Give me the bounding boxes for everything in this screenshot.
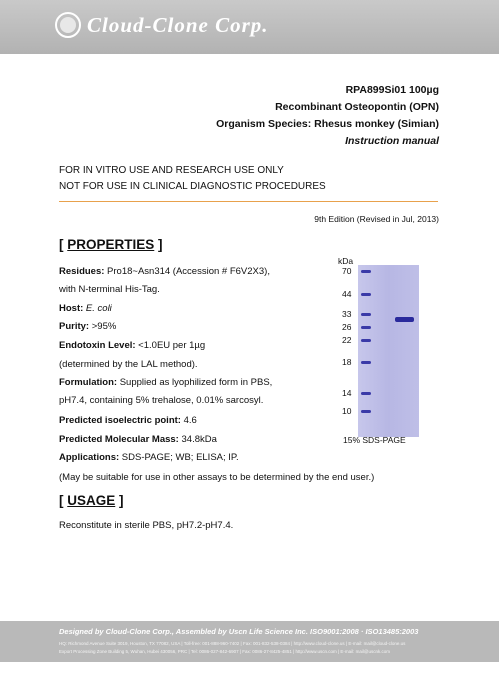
cloud-logo-icon (55, 12, 81, 38)
endotoxin-label: Endotoxin Level: (59, 340, 136, 351)
marker-label-10: 10 (342, 406, 352, 416)
pi-value: 4.6 (180, 415, 197, 426)
sample-protein-band (395, 317, 414, 322)
applications-line (59, 452, 239, 463)
marker-label-14: 14 (342, 388, 352, 398)
product-name: Recombinant Osteopontin (OPN) (275, 101, 439, 113)
marker-label-26: 26 (342, 322, 352, 332)
footer-tagline: Designed by Cloud-Clone Corp., Assembled by Uscn Life Science Inc. ISO9001:2008 · ISO13485:2003 (59, 627, 419, 636)
gel-image (358, 265, 419, 437)
footer-export-contact: Export Processing Zone Building 5, Wuhan, Hubei 430056, PRC | Tel: 0086-027-842-6907 | Fax: 0086-27-8425-4851 | http://www.uscn.com | E-mail: mail@uscnk.com (59, 649, 391, 654)
marker-band (361, 293, 371, 296)
footer-banner (0, 621, 499, 662)
marker-label-18: 18 (342, 357, 352, 367)
marker-band (361, 270, 371, 273)
usage-heading: [ USAGE ] (59, 493, 124, 508)
isoelectric-point-line (59, 415, 197, 426)
mass-label: Predicted Molecular Mass: (59, 434, 179, 445)
edition-info: 9th Edition (Revised in Jul, 2013) (314, 214, 439, 224)
endotoxin-line (59, 340, 205, 351)
formulation-value: Supplied as lyophilized form in PBS, (117, 377, 273, 388)
marker-band (361, 339, 371, 342)
host-label: Host: (59, 303, 84, 314)
purity-value: >95% (89, 321, 117, 332)
gel-caption: 15% SDS-PAGE (343, 435, 406, 445)
kda-unit-label: kDa (338, 256, 354, 266)
research-use-warning: FOR IN VITRO USE AND RESEARCH USE ONLY (59, 165, 284, 176)
residues-continuation: with N-terminal His-Tag. (59, 284, 160, 295)
usage-title: USAGE (67, 493, 116, 508)
sds-page-gel-figure (338, 256, 428, 446)
document-type: Instruction manual (345, 135, 439, 147)
host-line (59, 303, 112, 314)
applications-label: Applications: (59, 452, 120, 463)
endotoxin-continuation: (determined by the LAL method). (59, 359, 198, 370)
marker-band (361, 392, 371, 395)
marker-band (361, 361, 371, 364)
pi-label: Predicted isoelectric point: (59, 415, 181, 426)
molecular-mass-line (59, 434, 217, 445)
marker-label-70: 70 (342, 266, 352, 276)
residues-label: Residues: (59, 266, 105, 277)
marker-band (361, 313, 371, 316)
marker-band (361, 410, 371, 413)
endotoxin-value: <1.0EU per 1µg (135, 340, 206, 351)
host-value: E. coli (85, 303, 112, 314)
purity-line (59, 321, 116, 332)
header-banner (0, 0, 499, 54)
properties-heading: [ PROPERTIES ] (59, 237, 163, 252)
properties-title: PROPERTIES (67, 237, 155, 252)
catalog-number: RPA899Si01 100µg (345, 84, 439, 96)
marker-band (361, 326, 371, 329)
marker-label-33: 33 (342, 309, 352, 319)
footer-hq-contact: HQ: Richmond Avenue Suite 3019, Houston, TX 77082, USA | Toll-free: 001-888-960-7402 | Fax: 001-832-538-0384 | http://www.cloud-clone.us | E-mail: mail@cloud-clone.us (59, 641, 406, 646)
suitability-note: (May be suitable for use in other assays to be determined by the end user.) (59, 472, 375, 483)
divider-line (59, 201, 438, 202)
usage-text: Reconstitute in sterile PBS, pH7.2-pH7.4. (59, 520, 234, 531)
applications-value: SDS-PAGE; WB; ELISA; IP. (119, 452, 239, 463)
formulation-label: Formulation: (59, 377, 118, 388)
organism-species: Organism Species: Rhesus monkey (Simian) (216, 118, 439, 130)
clinical-use-warning: NOT FOR USE IN CLINICAL DIAGNOSTIC PROCEDURES (59, 181, 326, 192)
marker-label-22: 22 (342, 335, 352, 345)
purity-label: Purity: (59, 321, 90, 332)
mass-value: 34.8kDa (178, 434, 217, 445)
residues-value: Pro18~Asn314 (Accession # F6V2X3), (104, 266, 270, 277)
marker-label-44: 44 (342, 289, 352, 299)
residues-line (59, 266, 270, 277)
company-name: Cloud-Clone Corp. (87, 12, 269, 37)
formulation-continuation: pH7.4, containing 5% trehalose, 0.01% sarcosyl. (59, 395, 264, 406)
formulation-line (59, 377, 272, 388)
company-logo (55, 12, 269, 38)
